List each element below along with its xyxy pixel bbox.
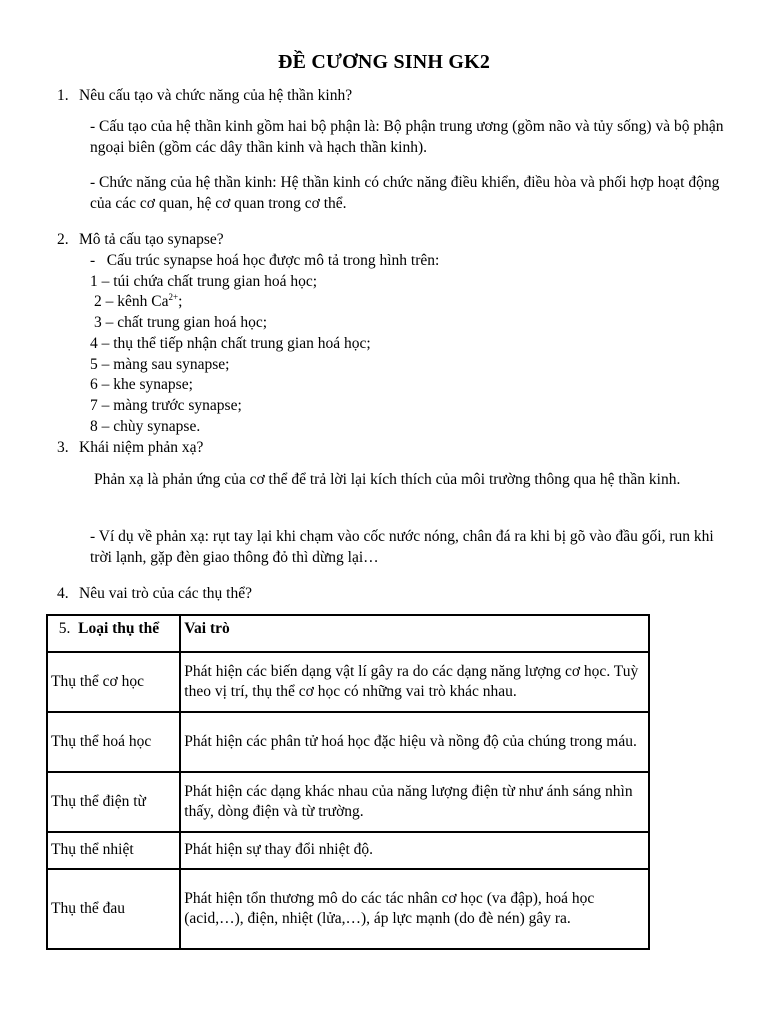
receptor-role-cell: Phát hiện sự thay đổi nhiệt độ. (180, 832, 649, 869)
document-title: ĐỀ CƯƠNG SINH GK2 (277, 51, 491, 73)
header-receptor-type (47, 615, 180, 652)
header-number: 5. (58, 620, 71, 637)
question-number: 3. (57, 439, 69, 456)
table-row (47, 772, 649, 832)
question-number: 2. (57, 231, 69, 248)
receptor-type-cell: Thụ thể đau (47, 869, 180, 949)
question-1 (57, 86, 352, 107)
calcium-charge: 2+ (168, 292, 179, 302)
synapse-part-5: 5 – màng sau synapse; (90, 356, 230, 373)
receptor-type-cell: Thụ thể nhiệt (47, 832, 180, 869)
receptor-type-cell: Thụ thể hoá học (47, 712, 180, 772)
receptor-role-cell: Phát hiện các phân tử hoá học đặc hiệu và nồng độ của chúng trong máu. (180, 712, 649, 772)
answer-1-function: - Chức năng của hệ thần kinh: Hệ thần kinh có chức năng điều khiển, điều hòa và phối hợp hoạt động của các cơ quan, hệ cơ quan trong cơ thể. (90, 174, 720, 212)
header-role: Vai trò (180, 615, 649, 652)
synapse-part-2-tail: ; (178, 293, 183, 310)
receptor-role-cell: Phát hiện tổn thương mô do các tác nhân cơ học (va đập), hoá học (acid,…), điện, nhiệt (lửa,…), áp lực mạnh (do đè nén) gây ra. (180, 869, 649, 949)
question-text: Nêu vai trò của các thụ thể? (79, 585, 252, 602)
question-text: Mô tả cấu tạo synapse? (79, 231, 224, 248)
question-4 (57, 584, 252, 605)
answer-1-structure: - Cấu tạo của hệ thần kinh gồm hai bộ phận là: Bộ phận trung ương (gồm não và tủy sống) và bộ phận ngoại biên (gồm các dây thần kinh và hạch thần kinh). (90, 118, 724, 156)
reflex-definition: Phản xạ là phản ứng của cơ thể để trả lời lại kích thích của môi trường thông qua hệ thần kinh. (94, 471, 681, 488)
question-3 (57, 438, 203, 459)
question-2 (57, 230, 224, 251)
receptor-type-cell: Thụ thể điện từ (47, 772, 180, 832)
table-row (47, 869, 649, 949)
synapse-part-2-text: 2 – kênh Ca (94, 293, 169, 310)
question-number: 4. (57, 585, 69, 602)
table-row (47, 712, 649, 772)
receptor-role-cell: Phát hiện các dạng khác nhau của năng lượng điện từ như ánh sáng nhìn thấy, dòng điện và từ trường. (180, 772, 649, 832)
synapse-part-8: 8 – chùy synapse. (90, 418, 201, 435)
synapse-part-7: 7 – màng trước synapse; (90, 397, 242, 414)
table-header-row (47, 615, 649, 652)
question-text: Khái niệm phản xạ? (79, 439, 204, 456)
table-row (47, 832, 649, 869)
synapse-intro: - Cấu trúc synapse hoá học được mô tả trong hình trên: (90, 252, 440, 269)
question-text: Nêu cấu tạo và chức năng của hệ thần kinh? (79, 87, 353, 104)
synapse-part-3: 3 – chất trung gian hoá học; (94, 314, 268, 331)
table-row (47, 652, 649, 712)
receptor-role-cell: Phát hiện các biến dạng vật lí gây ra do các dạng năng lượng cơ học. Tuỳ theo vị trí, thụ thể cơ học có những vai trò khác nhau. (180, 652, 649, 712)
synapse-part-2 (94, 292, 182, 313)
header-col1-label: Loại thụ thể (78, 620, 160, 637)
synapse-part-1: 1 – túi chứa chất trung gian hoá học; (90, 273, 318, 290)
question-number: 1. (57, 87, 69, 104)
synapse-part-6: 6 – khe synapse; (90, 376, 193, 393)
synapse-part-4: 4 – thụ thể tiếp nhận chất trung gian hoá học; (90, 335, 371, 352)
receptor-table (46, 614, 650, 950)
reflex-example: - Ví dụ về phản xạ: rụt tay lại khi chạm vào cốc nước nóng, chân đá ra khi bị gõ vào đầu gối, run khi trời lạnh, gặp đèn giao thông đỏ thì dừng lại… (90, 528, 714, 566)
receptor-type-cell: Thụ thể cơ học (47, 652, 180, 712)
